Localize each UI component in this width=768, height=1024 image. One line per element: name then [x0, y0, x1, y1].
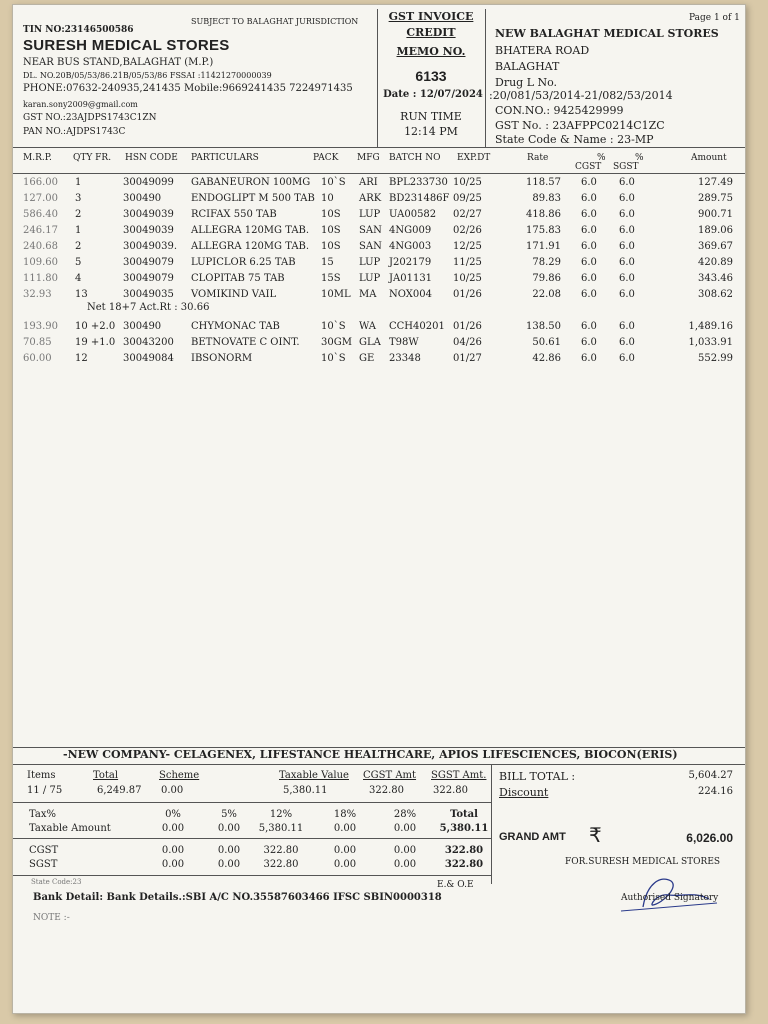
item-amount: 289.75: [698, 193, 733, 204]
item-sgst: 6.0: [619, 225, 635, 236]
item-exp: 01/26: [453, 321, 482, 332]
item-name: GABANEURON 100MG: [191, 177, 311, 188]
item-exp: 10/25: [453, 177, 482, 188]
tax-sgst-cell: 322.80: [263, 859, 299, 870]
net-note: Net 18+7 Act.Rt : 30.66: [87, 302, 210, 313]
col-particulars: PARTICULARS: [191, 153, 259, 163]
item-rate: 171.91: [526, 241, 561, 252]
item-hsn: 30049035: [123, 289, 174, 300]
run-time-label: RUN TIME: [400, 110, 462, 123]
seller-address: NEAR BUS STAND,BALAGHAT (M.P.): [23, 57, 214, 68]
eoe: E.& O.E: [437, 880, 474, 890]
bill-total-label: BILL TOTAL :: [499, 770, 576, 783]
item-hsn: 30049084: [123, 353, 174, 364]
seller-email: karan.sony2009@gmail.com: [23, 100, 138, 109]
item-pack: 10`S: [321, 177, 346, 188]
item-exp: 02/26: [453, 225, 482, 236]
companies-bottom-rule: [13, 764, 745, 765]
item-mfg: GE: [359, 353, 375, 364]
item-batch: BPL233730: [389, 177, 448, 188]
item-qty: 2: [75, 209, 82, 220]
item-pack: 10S: [321, 241, 341, 252]
item-mfg: LUP: [359, 257, 381, 268]
item-cgst: 6.0: [581, 321, 597, 332]
divider: [485, 9, 486, 147]
item-exp: 10/25: [453, 273, 482, 284]
item-mrp: 127.00: [23, 193, 58, 204]
item-qty: 3: [75, 193, 82, 204]
item-hsn: 30049039: [123, 209, 174, 220]
item-batch: T98W: [389, 337, 419, 348]
item-hsn: 300490: [123, 193, 162, 204]
item-mrp: 60.00: [23, 353, 52, 364]
total-label: Total: [93, 770, 119, 781]
buyer-drug-label: Drug L No.: [495, 76, 558, 89]
item-mfg: SAN: [359, 225, 382, 236]
item-sgst: 6.0: [619, 321, 635, 332]
tax-taxable-cell: 0.00: [393, 823, 417, 834]
new-companies: -NEW COMPANY- CELAGENEX, LIFESTANCE HEALTHCARE, APIOS LIFESCIENCES, BIOCON(ERIS): [63, 748, 678, 761]
signatory-label: Authorised Signatory: [621, 893, 719, 903]
item-rate: 175.83: [526, 225, 561, 236]
col-hsn: HSN CODE: [125, 153, 178, 163]
tax-taxable-cell: 5,380.11: [258, 823, 304, 834]
scheme-value: 0.00: [161, 785, 184, 796]
item-mrp: 32.93: [23, 289, 52, 300]
rupee-icon: ₹: [589, 825, 602, 847]
buyer-addr1: BHATERA ROAD: [495, 44, 590, 57]
seller-tin: TIN NO:23146500586: [23, 25, 134, 35]
col-sgst-pct: %: [635, 153, 644, 163]
bill-total-value: 5,604.27: [688, 770, 733, 781]
item-mfg: LUP: [359, 209, 381, 220]
item-mfg: SAN: [359, 241, 382, 252]
item-rate: 418.86: [526, 209, 561, 220]
item-amount: 308.62: [698, 289, 733, 300]
item-exp: 04/26: [453, 337, 482, 348]
item-qty: 19 +1.0: [75, 337, 116, 348]
memo-label: MEMO NO.: [396, 45, 466, 58]
item-amount: 1,489.16: [688, 321, 733, 332]
tax-head-cell: 0%: [165, 809, 181, 820]
item-qty: 1: [75, 177, 82, 188]
item-batch: BD231486F: [389, 193, 450, 204]
tax-table-rule: [13, 838, 491, 839]
item-mrp: 111.80: [23, 273, 58, 284]
tax-head-cell: 28%: [393, 809, 417, 820]
item-sgst: 6.0: [619, 257, 635, 268]
item-pack: 15S: [321, 273, 341, 284]
tax-sgst-cell: 0.00: [161, 859, 185, 870]
col-cgst: CGST: [575, 162, 602, 172]
discount-value: 224.16: [698, 786, 733, 797]
sgst-amt-value: 322.80: [433, 785, 468, 796]
tax-head-cell: Tax%: [29, 809, 56, 820]
item-qty: 13: [75, 289, 88, 300]
item-mrp: 70.85: [23, 337, 52, 348]
item-amount: 552.99: [698, 353, 733, 364]
for-label: FOR.SURESH MEDICAL STORES: [565, 857, 721, 867]
item-exp: 01/26: [453, 289, 482, 300]
item-pack: 15: [321, 257, 334, 268]
item-hsn: 30049039.: [123, 241, 178, 252]
item-pack: 10S: [321, 225, 341, 236]
item-hsn: 30043200: [123, 337, 174, 348]
item-pack: 10`S: [321, 321, 346, 332]
item-name: CLOPITAB 75 TAB: [191, 273, 285, 284]
item-qty: 5: [75, 257, 82, 268]
item-qty: 4: [75, 273, 82, 284]
item-mrp: 586.40: [23, 209, 58, 220]
item-rate: 22.08: [532, 289, 561, 300]
item-batch: J202179: [389, 257, 432, 268]
item-cgst: 6.0: [581, 289, 597, 300]
item-batch: 4NG009: [389, 225, 432, 236]
item-cgst: 6.0: [581, 177, 597, 188]
item-cgst: 6.0: [581, 257, 597, 268]
item-rate: 42.86: [532, 353, 561, 364]
tax-taxable-cell: 0.00: [161, 823, 185, 834]
divider: [377, 9, 378, 147]
item-amount: 343.46: [698, 273, 733, 284]
item-sgst: 6.0: [619, 209, 635, 220]
invoice-date: Date : 12/07/2024: [383, 89, 483, 100]
item-name: IBSONORM: [191, 353, 253, 364]
buyer-drug-no: :20/081/53/2014-21/082/53/2014: [489, 89, 673, 102]
tax-cgst-cell: 0.00: [217, 845, 241, 856]
item-pack: 10ML: [321, 289, 351, 300]
item-cgst: 6.0: [581, 193, 597, 204]
item-rate: 79.86: [532, 273, 561, 284]
tax-sgst-cell: 0.00: [333, 859, 357, 870]
item-mrp: 246.17: [23, 225, 58, 236]
grand-amt-value: 6,026.00: [686, 831, 733, 845]
items-label: Items: [27, 770, 56, 781]
note-label: NOTE :-: [33, 913, 70, 923]
tax-taxable-cell: Taxable Amount: [29, 823, 111, 834]
item-amount: 189.06: [698, 225, 733, 236]
tax-taxable-cell: 5,380.11: [439, 823, 489, 834]
discount-label: Discount: [499, 786, 549, 799]
tax-cgst-cell: 322.80: [263, 845, 299, 856]
run-time: 12:14 PM: [404, 125, 458, 138]
taxable-value: 5,380.11: [283, 785, 328, 796]
item-qty: 12: [75, 353, 88, 364]
item-name: VOMIKIND VAIL: [191, 289, 277, 300]
seller-dl: DL. NO.20B/05/53/86.21B/05/53/86 FSSAI :11421270000039: [23, 71, 272, 80]
item-name: ALLEGRA 120MG TAB.: [191, 241, 310, 252]
item-cgst: 6.0: [581, 273, 597, 284]
items-value: 11 / 75: [27, 785, 63, 796]
table-header-rule: [13, 173, 745, 174]
item-rate: 78.29: [532, 257, 561, 268]
buyer-addr2: BALAGHAT: [495, 60, 560, 73]
item-cgst: 6.0: [581, 353, 597, 364]
item-sgst: 6.0: [619, 193, 635, 204]
item-amount: 420.89: [698, 257, 733, 268]
item-mfg: ARK: [359, 193, 382, 204]
bank-detail: Bank Detail: Bank Details.:SBI A/C NO.35587603466 IFSC SBIN0000318: [33, 892, 442, 903]
tax-taxable-cell: 0.00: [333, 823, 357, 834]
item-pack: 10`S: [321, 353, 346, 364]
item-amount: 369.67: [698, 241, 733, 252]
item-mrp: 109.60: [23, 257, 58, 268]
tax-sgst-cell: SGST: [29, 859, 58, 870]
summary-rule: [13, 802, 491, 803]
item-hsn: 30049079: [123, 273, 174, 284]
item-amount: 127.49: [698, 177, 733, 188]
item-cgst: 6.0: [581, 225, 597, 236]
jurisdiction: SUBJECT TO BALAGHAT JURISDICTION: [191, 17, 359, 26]
tax-head-cell: 12%: [269, 809, 293, 820]
item-rate: 89.83: [532, 193, 561, 204]
item-mfg: LUP: [359, 273, 381, 284]
scheme-label: Scheme: [159, 770, 200, 781]
invoice-mode: CREDIT: [406, 26, 456, 39]
tax-head-cell: Total: [450, 809, 478, 820]
item-name: CHYMONAC TAB: [191, 321, 280, 332]
cgst-amt-value: 322.80: [369, 785, 404, 796]
item-amount: 900.71: [698, 209, 733, 220]
grand-amt-label: GRAND AMT: [499, 831, 566, 843]
item-batch: JA01131: [389, 273, 433, 284]
item-hsn: 300490: [123, 321, 162, 332]
item-amount: 1,033.91: [688, 337, 733, 348]
seller-pan: PAN NO.:AJDPS1743C: [23, 127, 126, 137]
item-mrp: 240.68: [23, 241, 58, 252]
tax-cgst-cell: 322.80: [444, 845, 484, 856]
invoice-type: GST INVOICE: [388, 10, 474, 23]
item-mrp: 166.00: [23, 177, 58, 188]
item-cgst: 6.0: [581, 241, 597, 252]
buyer-state: State Code & Name : 23-MP: [495, 133, 654, 146]
tax-sgst-cell: 322.80: [444, 859, 484, 870]
item-mfg: ARI: [359, 177, 378, 188]
col-amount: Amount: [691, 153, 727, 163]
item-pack: 10: [321, 193, 334, 204]
item-hsn: 30049039: [123, 225, 174, 236]
item-pack: 30GM: [321, 337, 352, 348]
item-cgst: 6.0: [581, 209, 597, 220]
tax-head-cell: 18%: [333, 809, 357, 820]
item-name: ENDOGLIPT M 500 TAB: [191, 193, 315, 204]
sgst-amt-label: SGST Amt.: [431, 770, 487, 781]
item-batch: CCH40201: [389, 321, 445, 332]
tax-sgst-cell: 0.00: [217, 859, 241, 870]
item-hsn: 30049079: [123, 257, 174, 268]
item-sgst: 6.0: [619, 273, 635, 284]
item-sgst: 6.0: [619, 289, 635, 300]
buyer-name: NEW BALAGHAT MEDICAL STORES: [495, 27, 719, 40]
item-exp: 02/27: [453, 209, 482, 220]
item-qty: 1: [75, 225, 82, 236]
item-pack: 10S: [321, 209, 341, 220]
tax-cgst-cell: 0.00: [393, 845, 417, 856]
item-mrp: 193.90: [23, 321, 58, 332]
tax-cgst-cell: CGST: [29, 845, 59, 856]
col-mfg: MFG: [357, 153, 380, 163]
item-batch: NOX004: [389, 289, 432, 300]
buyer-gst: GST No. : 23AFPPC0214C1ZC: [495, 119, 665, 132]
item-batch: UA00582: [389, 209, 437, 220]
item-name: BETNOVATE C OINT.: [191, 337, 300, 348]
item-rate: 138.50: [526, 321, 561, 332]
col-qty: QTY FR.: [73, 153, 112, 163]
tax-taxable-cell: 0.00: [217, 823, 241, 834]
item-sgst: 6.0: [619, 177, 635, 188]
item-batch: 4NG003: [389, 241, 432, 252]
seller-phone: PHONE:07632-240935,241435 Mobile:9669241435 7224971435: [23, 83, 353, 94]
state-code: State Code:23: [31, 878, 82, 886]
buyer-contact: CON.NO.: 9425429999: [495, 104, 624, 117]
invoice-paper: [12, 4, 746, 1014]
tax-head-cell: 5%: [221, 809, 237, 820]
item-name: ALLEGRA 120MG TAB.: [191, 225, 310, 236]
col-rate: Rate: [527, 153, 549, 163]
total-value: 6,249.87: [97, 785, 142, 796]
cgst-amt-label: CGST Amt: [363, 770, 417, 781]
col-sgst: SGST: [613, 162, 639, 172]
tax-cgst-cell: 0.00: [161, 845, 185, 856]
item-rate: 118.57: [526, 177, 561, 188]
item-exp: 01/27: [453, 353, 482, 364]
item-name: LUPICLOR 6.25 TAB: [191, 257, 296, 268]
col-exp: EXP.DT: [457, 153, 491, 163]
item-exp: 12/25: [453, 241, 482, 252]
col-mrp: M.R.P.: [23, 153, 52, 163]
item-mfg: MA: [359, 289, 377, 300]
item-batch: 23348: [389, 353, 421, 364]
seller-gst: GST NO.:23AJDPS1743C1ZN: [23, 113, 157, 123]
page-number: Page 1 of 1: [689, 13, 740, 23]
item-qty: 2: [75, 241, 82, 252]
item-sgst: 6.0: [619, 337, 635, 348]
taxable-label: Taxable Value: [279, 770, 349, 781]
memo-number: 6133: [415, 68, 447, 84]
item-exp: 11/25: [453, 257, 482, 268]
col-batch: BATCH NO: [389, 153, 441, 163]
tax-cgst-cell: 0.00: [333, 845, 357, 856]
item-exp: 09/25: [453, 193, 482, 204]
item-mfg: GLA: [359, 337, 381, 348]
item-name: RCIFAX 550 TAB: [191, 209, 277, 220]
item-mfg: WA: [359, 321, 377, 332]
item-cgst: 6.0: [581, 337, 597, 348]
tax-table-bottom-rule: [13, 875, 491, 876]
col-cgst-pct: %: [597, 153, 606, 163]
item-sgst: 6.0: [619, 241, 635, 252]
seller-name: SURESH MEDICAL STORES: [23, 37, 230, 54]
divider: [491, 764, 492, 884]
item-hsn: 30049099: [123, 177, 174, 188]
header-rule: [13, 147, 745, 148]
item-rate: 50.61: [532, 337, 561, 348]
tax-sgst-cell: 0.00: [393, 859, 417, 870]
col-pack: PACK: [313, 153, 339, 163]
item-qty: 10 +2.0: [75, 321, 116, 332]
item-sgst: 6.0: [619, 353, 635, 364]
